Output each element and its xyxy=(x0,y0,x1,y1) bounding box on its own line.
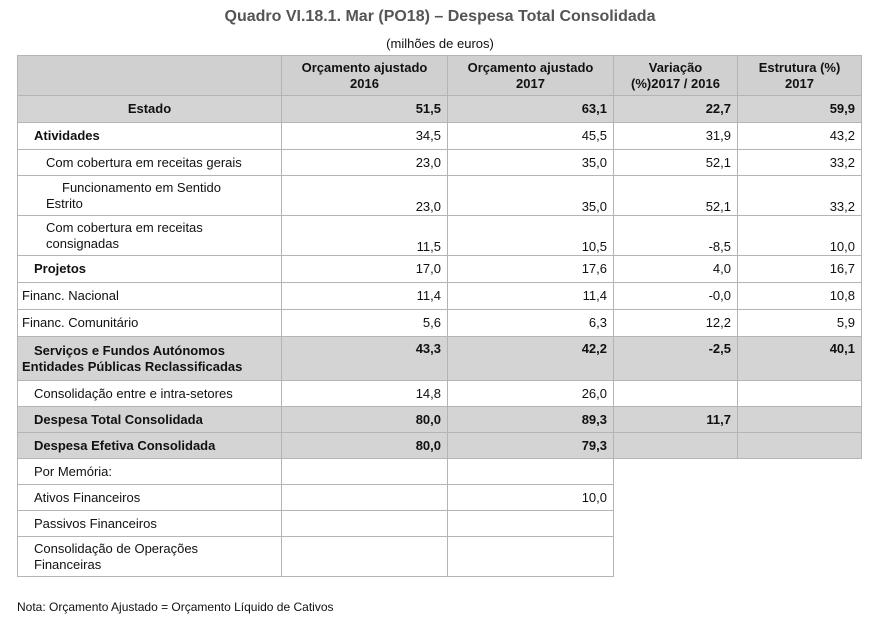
header-estrutura: Estrutura (%) 2017 xyxy=(738,56,862,96)
table-row-financ-comunitario: Financ. Comunitário 5,6 6,3 12,2 5,9 xyxy=(18,310,862,337)
table-row-despesa-efetiva: Despesa Efetiva Consolidada 80,0 79,3 xyxy=(18,433,862,459)
table-row-funcionamento: Funcionamento em Sentido Estrito 23,0 35,0 52,1 33,2 xyxy=(18,176,862,216)
table-title: Quadro VI.18.1. Mar (PO18) – Despesa Total Consolidada xyxy=(224,8,656,25)
header-blank xyxy=(18,56,282,96)
table-row-estado: Estado 51,5 63,1 22,7 59,9 xyxy=(18,96,862,123)
expense-table xyxy=(17,55,862,577)
table-unit: (milhões de euros) xyxy=(386,36,494,51)
table-row-por-memoria: Por Memória: xyxy=(18,459,862,485)
table-row-passivos: Passivos Financeiros xyxy=(18,511,862,537)
table-row-cobertura-gerais: Com cobertura em receitas gerais 23,0 35,0 52,1 33,2 xyxy=(18,150,862,176)
table-row-projetos: Projetos 17,0 17,6 4,0 16,7 xyxy=(18,256,862,283)
header-2016: Orçamento ajustado 2016 xyxy=(282,56,448,96)
table-row-despesa-total: Despesa Total Consolidada 80,0 89,3 11,7 xyxy=(18,407,862,433)
table-row-sfa: Serviços e Fundos Autónomos Entidades Públicas Reclassificadas 43,3 42,2 -2,5 40,1 xyxy=(18,337,862,381)
table-row-financ-nacional: Financ. Nacional 11,4 11,4 -0,0 10,8 xyxy=(18,283,862,310)
header-row xyxy=(18,56,862,96)
table-row-consolidacao: Consolidação entre e intra-setores 14,8 26,0 xyxy=(18,381,862,407)
footnote: Nota: Orçamento Ajustado = Orçamento Líquido de Cativos xyxy=(17,600,334,614)
header-2017: Orçamento ajustado 2017 xyxy=(448,56,614,96)
table-row-cobertura-consignadas: Com cobertura em receitas consignadas 11,5 10,5 -8,5 10,0 xyxy=(18,216,862,256)
table-row-ativos: Ativos Financeiros 10,0 xyxy=(18,485,862,511)
table-row-consolidacao-operacoes: Consolidação de Operações Financeiras xyxy=(18,537,862,577)
header-variacao: Variação (%)2017 / 2016 xyxy=(614,56,738,96)
table-row-atividades: Atividades 34,5 45,5 31,9 43,2 xyxy=(18,123,862,150)
